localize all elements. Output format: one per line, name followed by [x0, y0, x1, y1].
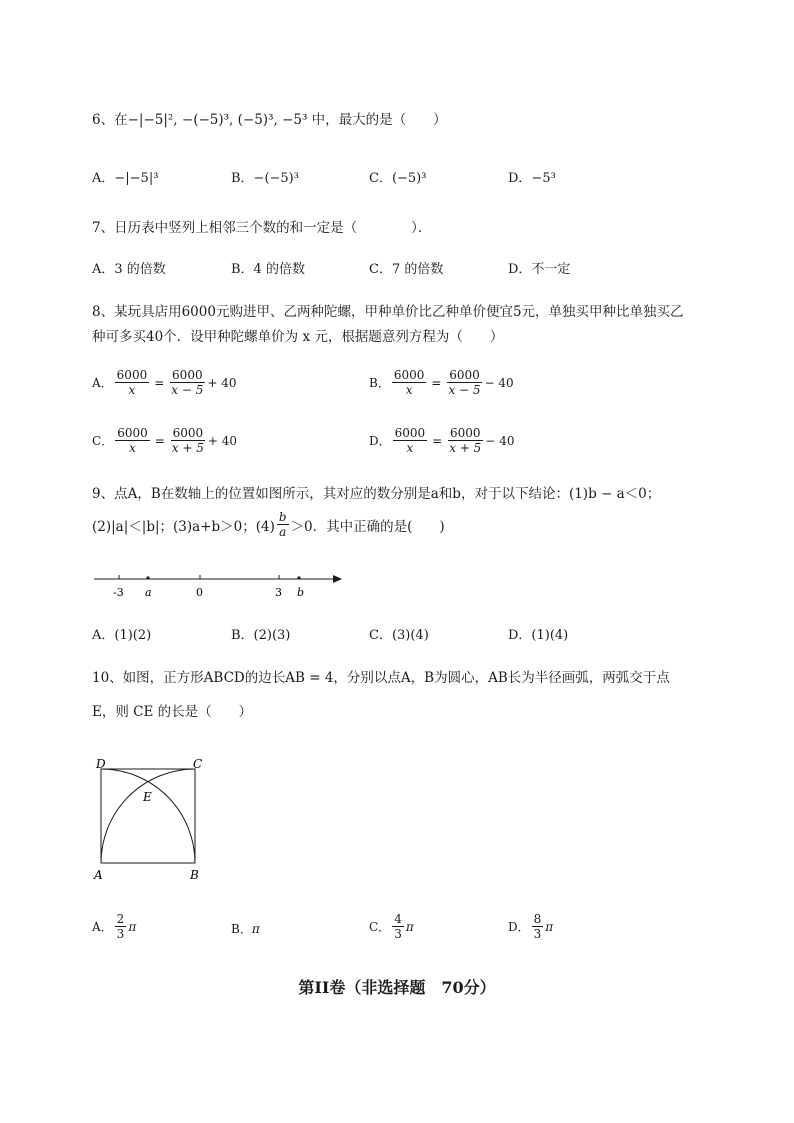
axis-label-a: a — [145, 586, 152, 599]
q7-option-c: C．7 的倍数 — [369, 262, 444, 277]
frac-numerator: 8 — [533, 912, 542, 926]
square-arcs-figure — [90, 752, 220, 884]
section-title: 第II卷（非选择题 70分） — [298, 978, 496, 997]
q9-option-b: B．(2)(3) — [231, 628, 291, 643]
lhs-denominator: x — [406, 441, 414, 455]
axis-label-b: b — [297, 586, 305, 599]
frac-denominator: 3 — [116, 927, 125, 941]
lhs-numerator: 6000 — [394, 426, 426, 440]
rhs-numerator: 6000 — [450, 426, 481, 440]
rhs-denominator: x + 5 — [171, 441, 204, 455]
q7-option-b: B．4 的倍数 — [231, 262, 305, 277]
rhs-denominator: x + 5 — [449, 441, 482, 455]
pi-symbol: π — [545, 919, 554, 934]
tail-term: + 40 — [207, 375, 237, 390]
frac-denominator: a — [279, 525, 287, 539]
q8-option-d: D． $\frac{6000}{x}$ = $\frac{6000}{x + 5}$ − 40 — [369, 426, 515, 455]
rhs-numerator: 6000 — [172, 368, 203, 382]
q6-stem: 6、在−|−5|², −(−5)³, (−5)³, −5³ 中，最大的是（ ） — [92, 112, 447, 128]
q8-stem-line1: 8、某玩具店用6000元购进甲、乙两种陀螺，甲种单价比乙种单价便宜5元，单独买甲种比单独买乙 — [92, 304, 684, 320]
axis-label-0: 0 — [196, 586, 203, 599]
frac-numerator: 2 — [116, 912, 125, 926]
frac-denominator: 3 — [533, 927, 542, 941]
point-a — [146, 576, 149, 579]
q8-option-a: A． $\frac{6000}{x}$ = $\frac{6000}{x - 5}$ + 40 — [92, 368, 237, 397]
q10-option-b — [231, 920, 260, 937]
lhs-numerator: 6000 — [116, 368, 148, 382]
q7-option-a: A．3 的倍数 — [92, 262, 166, 277]
lhs-denominator: x — [405, 383, 413, 397]
vertex-label-b: B — [190, 868, 199, 882]
lhs-numerator: 6000 — [117, 426, 148, 440]
q7-stem: 7、日历表中竖列上相邻三个数的和一定是（ ）． — [92, 220, 432, 236]
option-letter: D． — [369, 434, 391, 448]
q9-stem-line2a: (2)|a|＜|b|；(3)a+b＞0；(4) — [92, 518, 275, 535]
q9-option-c: C．(3)(4) — [369, 628, 429, 643]
rhs-numerator: 6000 — [172, 426, 204, 440]
tail-term: + 40 — [207, 433, 238, 448]
tail-term: − 40 — [484, 375, 514, 390]
frac-numerator: b — [278, 510, 287, 524]
arc-center-b — [101, 769, 195, 863]
vertex-label-d: D — [96, 757, 106, 771]
q8-stem-line2: 种可多买40个．设甲种陀螺单价为 x 元，根据题意列方程为（ ） — [92, 329, 504, 345]
lhs-denominator: x — [128, 383, 136, 397]
option-letter: A． — [92, 376, 113, 390]
rhs-denominator: x − 5 — [448, 383, 481, 397]
q10-option-c — [369, 912, 414, 941]
q10-stem-line1: 10、如图，正方形ABCD的边长AB = 4，分别以点A，B为圆心，AB长为半径画弧，两弧交于点 — [92, 670, 670, 686]
tail-term: − 40 — [485, 433, 515, 448]
option-letter: D． — [508, 920, 530, 934]
frac-denominator: 3 — [394, 927, 402, 941]
rhs-denominator: x − 5 — [171, 383, 204, 397]
option-letter: C． — [92, 434, 114, 448]
lhs-denominator: x — [129, 441, 136, 455]
number-line-arrow — [333, 575, 342, 583]
axis-label-minus-3: -3 — [113, 586, 124, 599]
q9-stem-line2b: ＞0．其中正确的是( ) — [290, 518, 445, 535]
arc-center-a — [101, 769, 195, 863]
option-letter: B． — [231, 922, 252, 936]
q9-option-a: A．(1)(2) — [92, 628, 152, 643]
option-letter: B． — [369, 376, 390, 390]
q9-stem-line1: 9、点A，B在数轴上的位置如图所示，其对应的数分别是a和b，对于以下结论：(1)b − a＜0； — [92, 486, 661, 502]
q10-option-a — [92, 912, 136, 941]
frac-numerator: 4 — [394, 912, 402, 926]
pi-symbol: π — [405, 919, 414, 934]
q7-option-d: D．不一定 — [508, 262, 571, 277]
vertex-label-c: C — [193, 757, 203, 771]
pi-symbol: π — [251, 921, 260, 936]
number-line-figure — [90, 566, 350, 602]
q6-option-b: B．−(−5)³ — [231, 171, 299, 186]
point-label-e: E — [143, 790, 152, 804]
q9-stem-line2 — [92, 510, 445, 539]
vertex-label-a: A — [94, 868, 103, 882]
option-letter: A． — [92, 920, 113, 934]
q8-option-c: C． $\frac{6000}{x}$ = $\frac{6000}{x + 5}$ + 40 — [92, 426, 238, 455]
square-abcd — [101, 769, 195, 863]
rhs-numerator: 6000 — [449, 368, 480, 382]
q9-option-d: D．(1)(4) — [508, 628, 569, 643]
option-letter: C． — [369, 920, 391, 934]
q6-option-d: D．−5³ — [508, 171, 556, 186]
q10-stem-line2: E，则 CE 的长是（ ） — [92, 704, 253, 720]
q6-option-a: A．−|−5|³ — [92, 171, 159, 186]
axis-label-3: 3 — [275, 586, 282, 599]
lhs-numerator: 6000 — [393, 368, 425, 382]
point-b — [297, 576, 300, 579]
q10-option-d — [508, 912, 553, 941]
pi-symbol: π — [128, 919, 137, 934]
q6-option-c: C．(−5)³ — [369, 171, 427, 186]
q8-option-b: B． $\frac{6000}{x}$ = $\frac{6000}{x - 5}$ − 40 — [369, 368, 514, 397]
